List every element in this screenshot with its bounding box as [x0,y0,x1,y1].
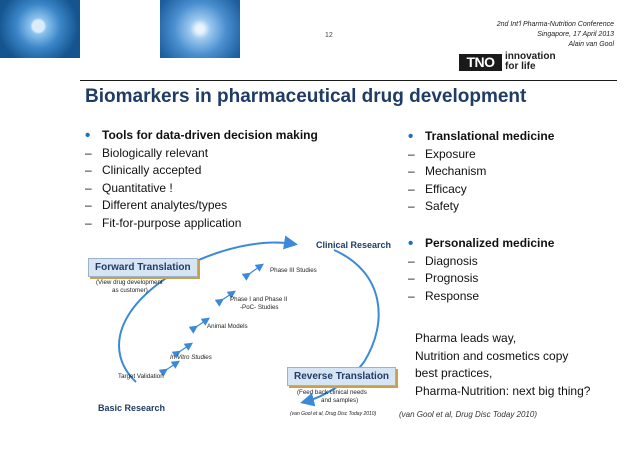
tno-logo: TNO [459,54,502,71]
list-item [85,162,318,180]
item-text: Response [425,288,480,303]
item-text: Quantitative ! [102,180,173,195]
bullet-dot-icon: • [85,127,91,144]
quote-line-2: Nutrition and cosmetics copy [415,348,569,363]
dash-icon: – [408,271,415,285]
dash-icon: – [408,164,415,178]
list-heading [408,128,554,146]
diagram-citation: (van Gool et al, Drug Disc Today 2010) [290,411,377,417]
dash-icon: – [408,253,415,268]
phase12-label-line-1: Phase I and Phase II [230,296,288,303]
tno-tagline [505,52,556,72]
dash-icon: – [85,180,92,195]
item-text: Clinically accepted [102,163,202,177]
slide-title: Biomarkers in pharmaceutical drug development [85,86,527,107]
personalized-list [408,235,554,305]
heading-text: Tools for data-driven decision making [102,128,318,142]
phase3-label: Phase III Studies [270,267,317,274]
dash-icon: – [408,199,415,213]
citation: (van Gool et al, Drug Disc Today 2010) [399,410,537,419]
list-item [85,145,318,163]
tagline-line-2: for life [505,61,536,72]
reverse-translation-box: Reverse Translation [287,367,396,386]
forward-note-line-1: (View drug development [96,279,163,286]
list-item [408,288,554,306]
item-text: Biologically relevant [102,145,209,160]
item-text: Exposure [425,146,476,161]
list-item [408,253,554,271]
list-heading [408,235,554,253]
quote-line-3: best practices, [415,366,493,380]
quote-line-1: Pharma leads way, [415,331,517,345]
list-item [85,215,318,233]
slide-number: 12 [325,32,333,39]
translational-list [408,128,554,216]
dash-icon: – [85,198,92,212]
header-photo-water-drop [0,0,80,58]
bullet-dot-icon: • [408,128,414,145]
dash-icon: – [85,145,92,160]
header-photo-molecules [160,0,240,58]
conference-line-3: Alain van Gool [568,41,614,48]
conference-info [497,20,614,50]
item-text: Efficacy [425,181,467,196]
heading-text: Personalized medicine [425,236,555,250]
clinical-research-label: Clinical Research [316,240,392,250]
header-divider [80,80,617,81]
forward-translation-box: Forward Translation [88,258,198,277]
conference-line-2: Singapore, 17 April 2013 [537,31,614,38]
list-item [408,198,554,216]
translation-cycle-diagram [84,232,402,426]
forward-note-line-2: as customer) [112,287,148,294]
item-text: Fit-for-purpose application [102,215,242,230]
tools-list [85,127,318,232]
dash-icon: – [408,181,415,196]
list-item [85,197,318,215]
pharma-quote [415,330,590,400]
dash-icon: – [85,163,92,177]
list-item [408,163,554,181]
tagline-line-1: innovation [505,51,556,62]
conference-line-1: 2nd Int'l Pharma-Nutrition Conference [496,21,614,28]
item-text: Diagnosis [425,253,478,268]
heading-text: Translational medicine [425,129,555,143]
dash-icon: – [85,215,92,230]
in-vitro-label: In Vitro Studies [170,354,212,361]
item-text: Different analytes/types [102,198,228,212]
list-heading [85,127,318,145]
basic-research-label: Basic Research [98,403,166,413]
reverse-note-line-1: (Feed back clinical needs [297,389,367,396]
list-item [408,146,554,164]
list-item [408,181,554,199]
item-text: Safety [425,199,460,213]
item-text: Prognosis [425,271,479,285]
dash-icon: – [408,288,415,303]
quote-line-4: Pharma-Nutrition: next big thing? [415,383,591,398]
item-text: Mechanism [425,164,487,178]
phase12-label-line-2: -PoC- Studies [240,304,279,311]
target-validation-label: Target Validation [118,373,164,380]
reverse-note-line-2: and samples) [321,397,359,404]
animal-models-label: Animal Models [207,323,248,330]
list-item [85,180,318,198]
list-item [408,270,554,288]
bullet-dot-icon: • [408,235,414,252]
dash-icon: – [408,146,415,161]
